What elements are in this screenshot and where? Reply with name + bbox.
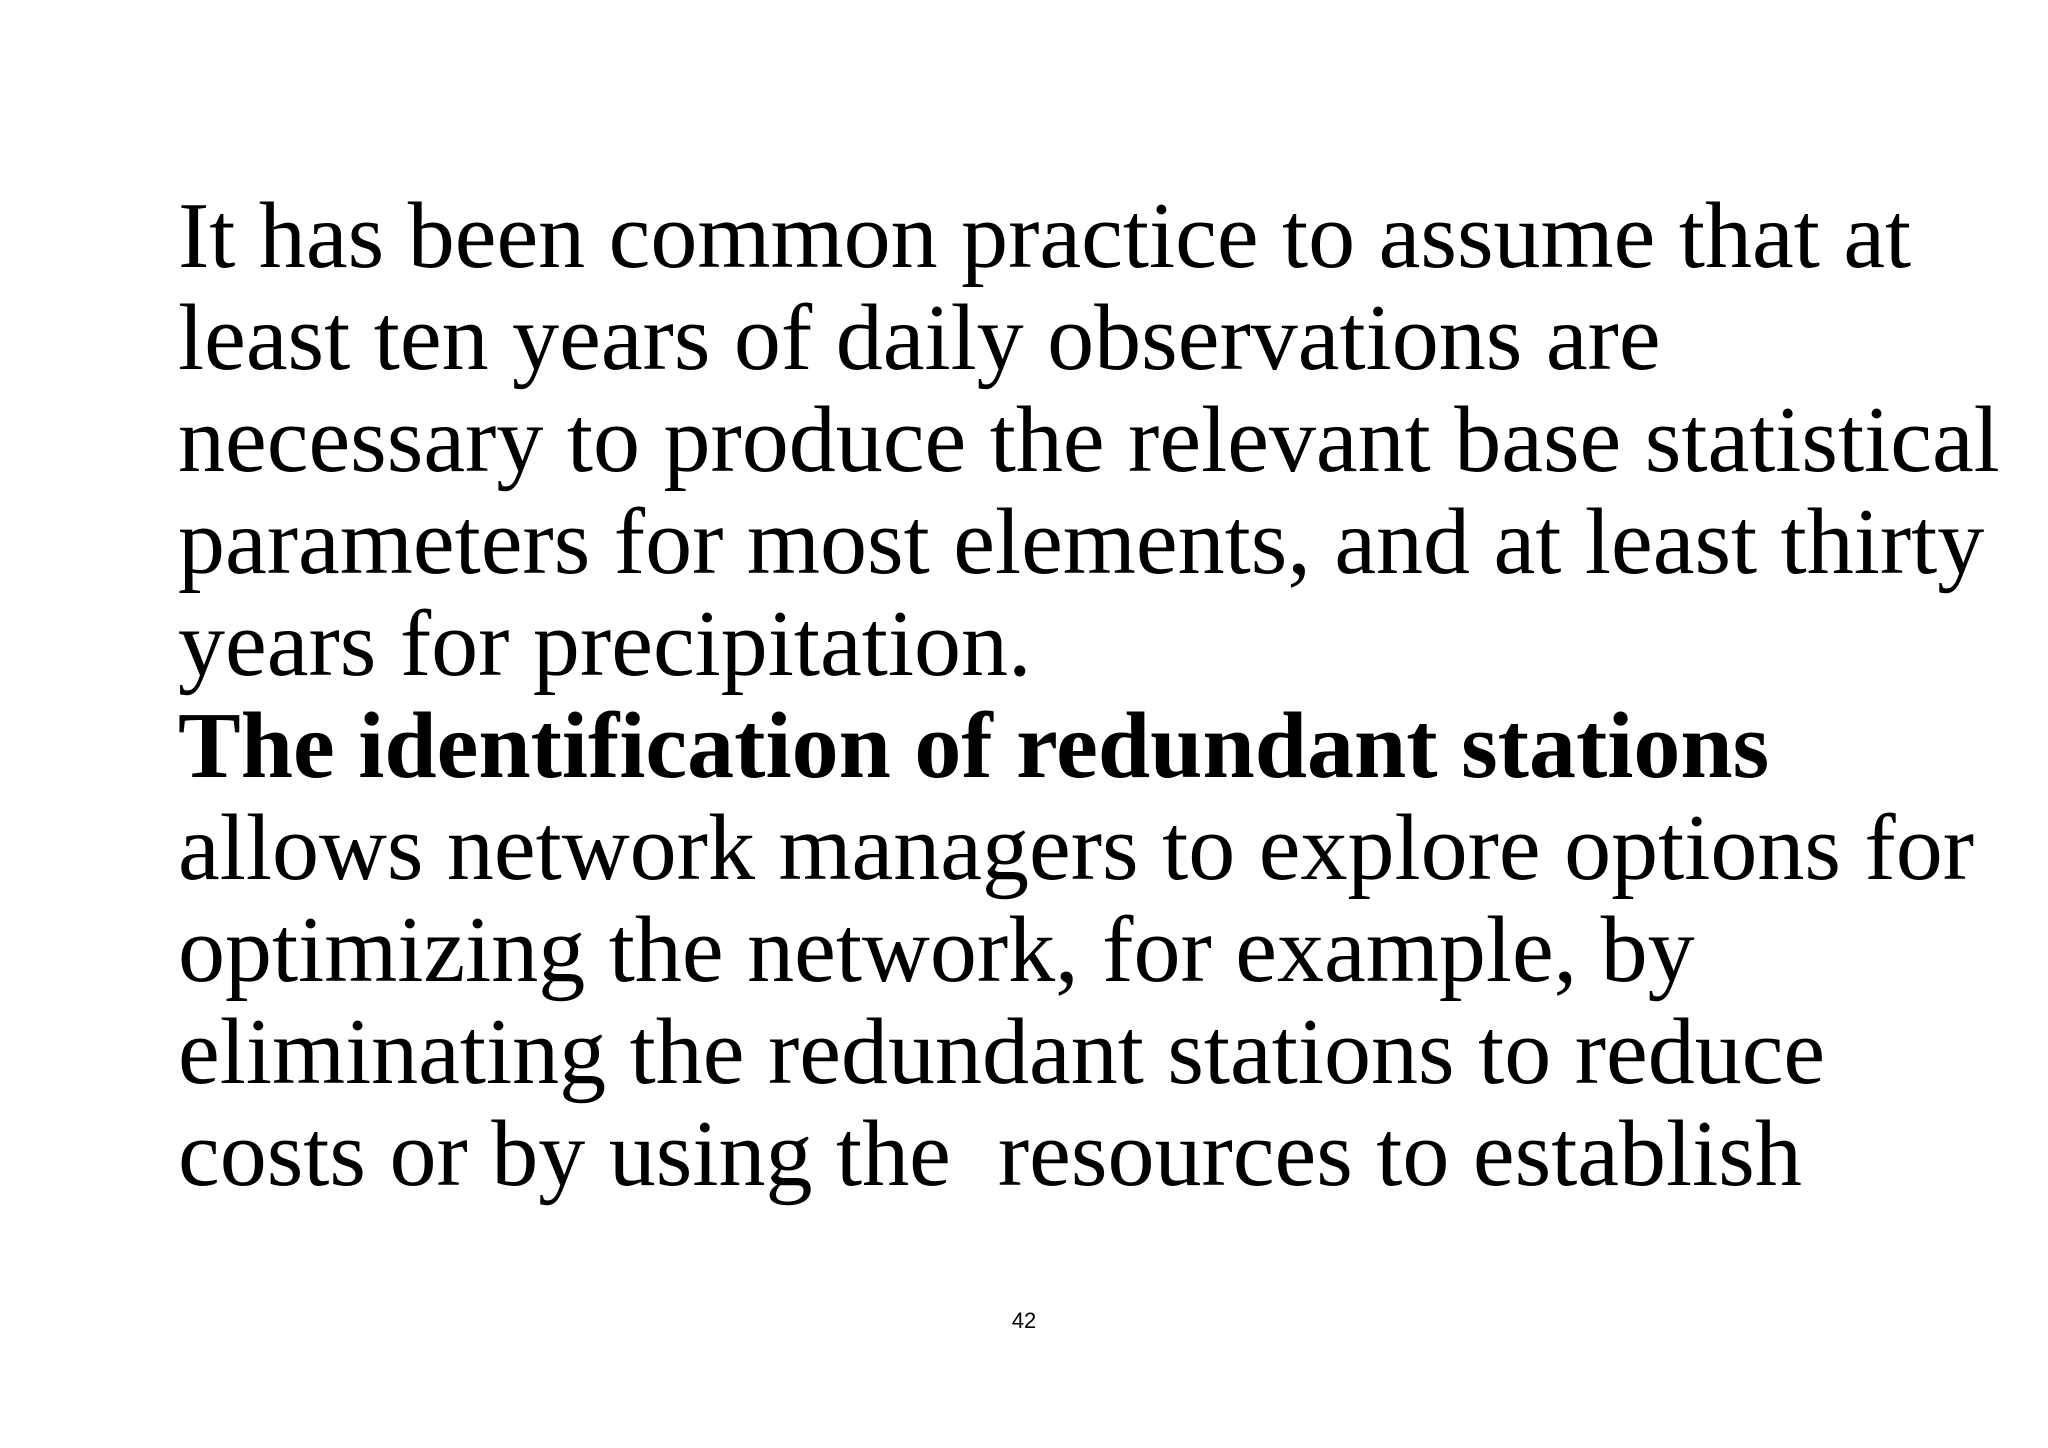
- text-line: necessary to produce the relevant base statistical: [178, 388, 2000, 492]
- text-line: parameters for most elements, and at least thirty: [178, 490, 1985, 594]
- text-line: allows network managers to explore options for: [178, 796, 1975, 900]
- text-line: optimizing the network, for example, by: [178, 898, 1695, 1002]
- text-line: least ten years of daily observations are: [178, 286, 1661, 390]
- page-number: 42: [1011, 1308, 1037, 1333]
- text-line: costs or by using the resources to establish: [178, 1102, 1802, 1206]
- body-text: [178, 185, 1998, 1205]
- text-line: years for precipitation.: [178, 592, 1032, 696]
- bold-heading-line: The identification of redundant stations: [178, 694, 1770, 798]
- text-line: It has been common practice to assume that at: [178, 184, 1912, 288]
- text-line: eliminating the redundant stations to reduce: [178, 1000, 1826, 1104]
